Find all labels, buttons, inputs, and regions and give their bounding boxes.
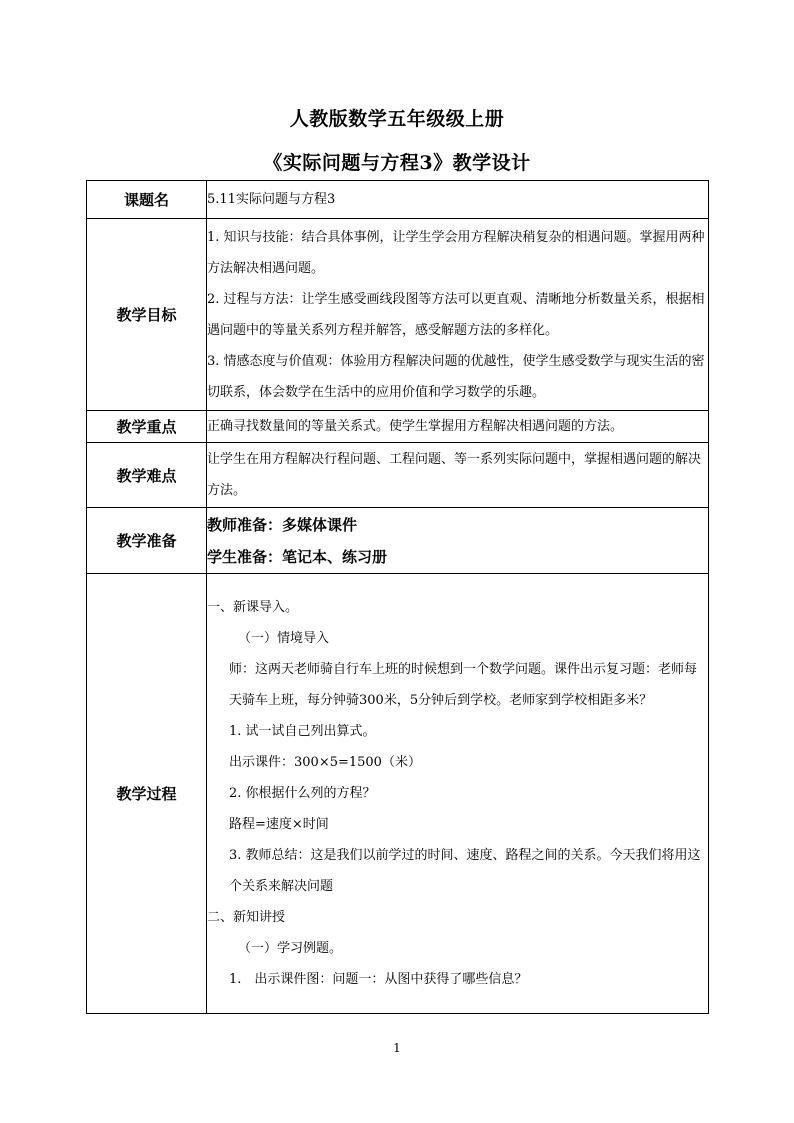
goals-cell xyxy=(207,219,709,411)
teacher-preparation: 教师准备：多媒体课件 xyxy=(207,515,358,534)
process-line: 一、新课导入。 xyxy=(207,600,299,615)
goal-item: 3. 情感态度与价值观：体验用方程解决问题的优越性，使学生感受数学与现实生活的密切联系，体会数学在生活中的应用价值和学习数学的乐趣。 xyxy=(207,353,705,400)
lesson-plan-table xyxy=(86,180,709,1014)
goal-item: 1. 知识与技能：结合具体事例，让学生学会用方程解决稍复杂的相遇问题。掌握用两种方法解决相遇问题。 xyxy=(207,229,705,276)
value-key-points: 正确寻找数量间的等量关系式。使学生掌握用方程解决相遇问题的方法。 xyxy=(207,411,709,443)
label-goals: 教学目标 xyxy=(87,219,207,411)
process-line: （一）情境导入 xyxy=(238,631,330,646)
row-topic xyxy=(87,181,709,219)
document-subtitle: 《实际问题与方程3》教学设计 xyxy=(263,152,531,174)
process-cell xyxy=(207,574,709,1014)
row-goals xyxy=(87,219,709,411)
process-line: 二、新知讲授 xyxy=(207,910,286,925)
student-preparation: 学生准备：笔记本、练习册 xyxy=(207,547,388,566)
label-process: 教学过程 xyxy=(87,574,207,1014)
process-line: 1. 出示课件图：问题一：从图中获得了哪些信息？ xyxy=(229,972,528,987)
process-line: 出示课件：300×5=1500（米） xyxy=(229,755,421,770)
process-line: 3. 教师总结：这是我们以前学过的时间、速度、路程之间的关系。今天我们将用这个关系来解决问题 xyxy=(229,848,701,894)
value-topic: 5.11实际问题与方程3 xyxy=(207,181,709,219)
process-line: 师：这两天老师骑自行车上班的时候想到一个数学问题。课件出示复习题：老师每天骑车上班，每分钟骑300米，5分钟后到学校。老师家到学校相距多米？ xyxy=(229,662,698,708)
row-key-points xyxy=(87,411,709,443)
label-key-points: 教学重点 xyxy=(87,411,207,443)
goal-item: 2. 过程与方法：让学生感受画线段图等方法可以更直观、清晰地分析数量关系，根据相遇问题中的等量关系列方程并解答，感受解题方法的多样化。 xyxy=(207,291,705,338)
process-line: 2. 你根据什么列的方程？ xyxy=(229,786,376,801)
row-preparation xyxy=(87,508,709,574)
value-difficulties: 让学生在用方程解决行程问题、工程问题、等一系列实际问题中，掌握相遇问题的解决方法。 xyxy=(207,443,709,508)
row-process xyxy=(87,574,709,1014)
document-title: 人教版数学五年级级上册 xyxy=(289,108,505,130)
label-difficulties: 教学难点 xyxy=(87,443,207,508)
label-topic: 课题名 xyxy=(87,181,207,219)
label-preparation: 教学准备 xyxy=(87,508,207,574)
process-line: 1. 试一试自己列出算式。 xyxy=(229,724,376,739)
row-difficulties xyxy=(87,443,709,508)
process-line: 路程=速度×时间 xyxy=(229,817,329,832)
preparation-cell xyxy=(207,508,709,574)
page-number: 1 xyxy=(393,1041,401,1055)
process-line: （一）学习例题。 xyxy=(238,941,343,956)
